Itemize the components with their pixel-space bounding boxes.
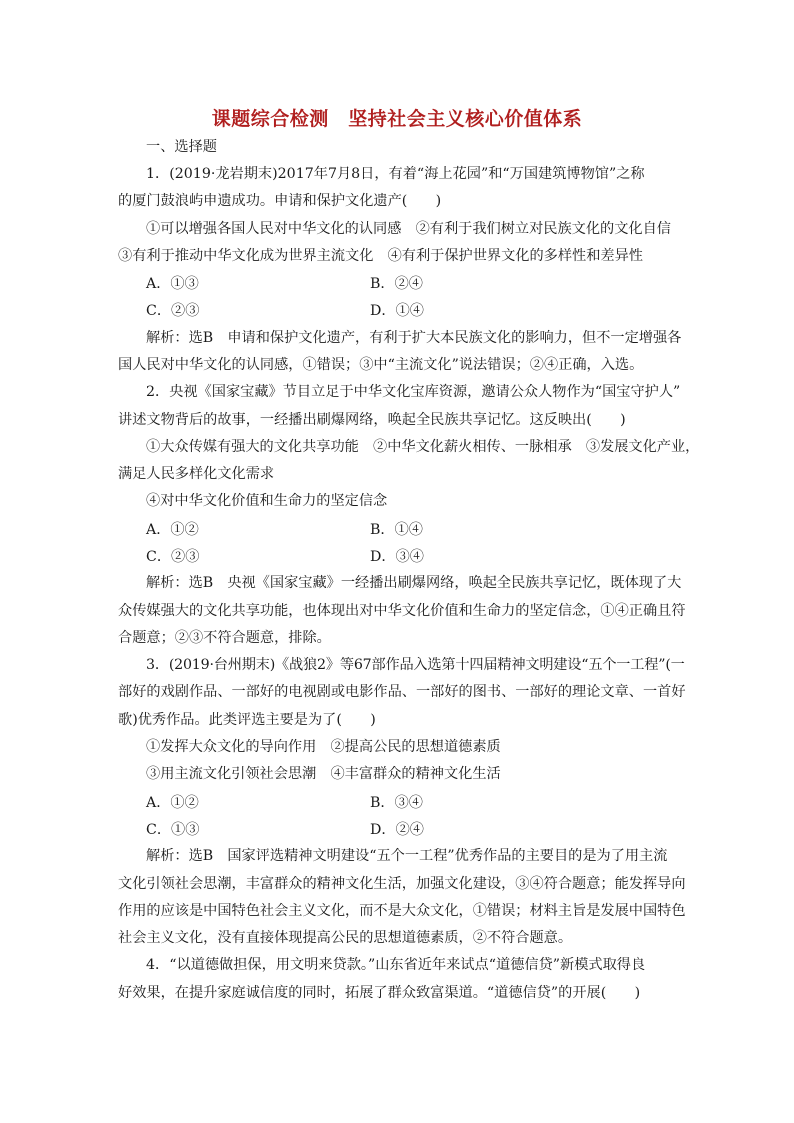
- q1-stem-line2: 的厦门鼓浪屿申遗成功。申请和保护文化遗产( ): [118, 193, 442, 209]
- q3-statement-line2: ③用主流文化引领社会思潮 ④丰富群众的精神文化生活: [146, 766, 501, 782]
- q1-analysis-line1: 解析：选B 申请和保护文化遗产，有利于扩大本民族文化的影响力，但不一定增强各: [146, 330, 682, 346]
- q1-option-d: D．①④: [370, 303, 424, 319]
- q1-analysis-line2: 国人民对中华文化的认同感，①错误；③中“主流文化”说法错误；②④正确，入选。: [118, 357, 644, 373]
- section-heading: 一、选择题: [146, 139, 217, 155]
- q3-analysis-line1: 解析：选B 国家评选精神文明建设“五个一工程”优秀作品的主要目的是为了用主流: [146, 848, 668, 864]
- q2-stem-line1: 2．央视《国家宝藏》节目立足于中华文化宝库资源，邀请公众人物作为“国宝守护人”: [146, 384, 681, 400]
- q3-analysis-line3: 作用的应该是中国特色社会主义文化，而不是大众文化，①错误；材料主旨是发展中国特色: [118, 903, 686, 919]
- q4-stem-line1: 4．“以道德做担保，用文明来贷款。”山东省近年来试点“道德信贷”新模式取得良: [146, 957, 646, 973]
- q2-option-c: C．②③: [146, 549, 200, 565]
- q2-option-a: A．①②: [146, 522, 199, 538]
- q2-analysis-line1: 解析：选B 央视《国家宝藏》一经播出刷爆网络，唤起全民族共享记忆，既体现了大: [146, 575, 682, 591]
- q3-analysis-line4: 社会主义文化，没有直接体现提高公民的思想道德素质，②不符合题意。: [118, 930, 573, 946]
- q3-statement-line1: ①发挥大众文化的导向作用 ②提高公民的思想道德素质: [146, 739, 501, 755]
- q1-option-a: A．①③: [146, 276, 199, 292]
- q2-option-d: D．③④: [370, 549, 424, 565]
- q3-analysis-line2: 文化引领社会思潮，丰富群众的精神文化生活，加强文化建设，③④符合题意；能发挥导向: [118, 876, 686, 892]
- q1-statement-line1: ①可以增强各国人民对中华文化的认同感 ②有利于我们树立对民族文化的文化自信: [146, 221, 671, 237]
- q3-stem-line1: 3．(2019·台州期末)《战狼2》等67部作品入选第十四届精神文明建设“五个一工程”(一: [146, 657, 685, 673]
- q2-statement-line1: ①大众传媒有强大的文化共享功能 ②中华文化薪火相传、一脉相承 ③发展文化产业，: [146, 439, 700, 455]
- q3-stem-line2: 部好的戏剧作品、一部好的电视剧或电影作品、一部好的图书、一部好的理论文章、一首好: [118, 684, 686, 700]
- q1-stem-line1: 1．(2019·龙岩期末)2017年7月8日，有着“海上花园”和“万国建筑博物馆”之称: [146, 166, 645, 182]
- q1-statement-line2: ③有利于推动中华文化成为世界主流文化 ④有利于保护世界文化的多样性和差异性: [118, 248, 643, 264]
- q1-option-c: C．②③: [146, 303, 200, 319]
- q2-statement-line3: ④对中华文化价值和生命力的坚定信念: [146, 493, 388, 509]
- q2-stem-line2: 讲述文物背后的故事，一经播出刷爆网络，唤起全民族共享记忆。这反映出( ): [118, 412, 626, 428]
- q1-option-b: B．②④: [370, 276, 423, 292]
- q2-analysis-line3: 合题意；②③不符合题意，排除。: [118, 630, 331, 646]
- q3-option-a: A．①②: [146, 795, 199, 811]
- q2-statement-line2: 满足人民多样化文化需求: [118, 466, 275, 482]
- q2-analysis-line2: 众传媒强大的文化共享功能，也体现出对中华文化价值和生命力的坚定信念，①④正确且符: [118, 603, 686, 619]
- q4-stem-line2: 好效果，在提升家庭诚信度的同时，拓展了群众致富渠道。“道德信贷”的开展( ): [118, 985, 641, 1001]
- q3-option-b: B．③④: [370, 795, 423, 811]
- q3-stem-line3: 歌)优秀作品。此类评选主要是为了( ): [118, 712, 376, 728]
- q3-option-d: D．②④: [370, 822, 424, 838]
- page-title: 课题综合检测 坚持社会主义核心价值体系: [211, 108, 583, 130]
- q2-option-b: B．①④: [370, 522, 423, 538]
- q3-option-c: C．①③: [146, 822, 200, 838]
